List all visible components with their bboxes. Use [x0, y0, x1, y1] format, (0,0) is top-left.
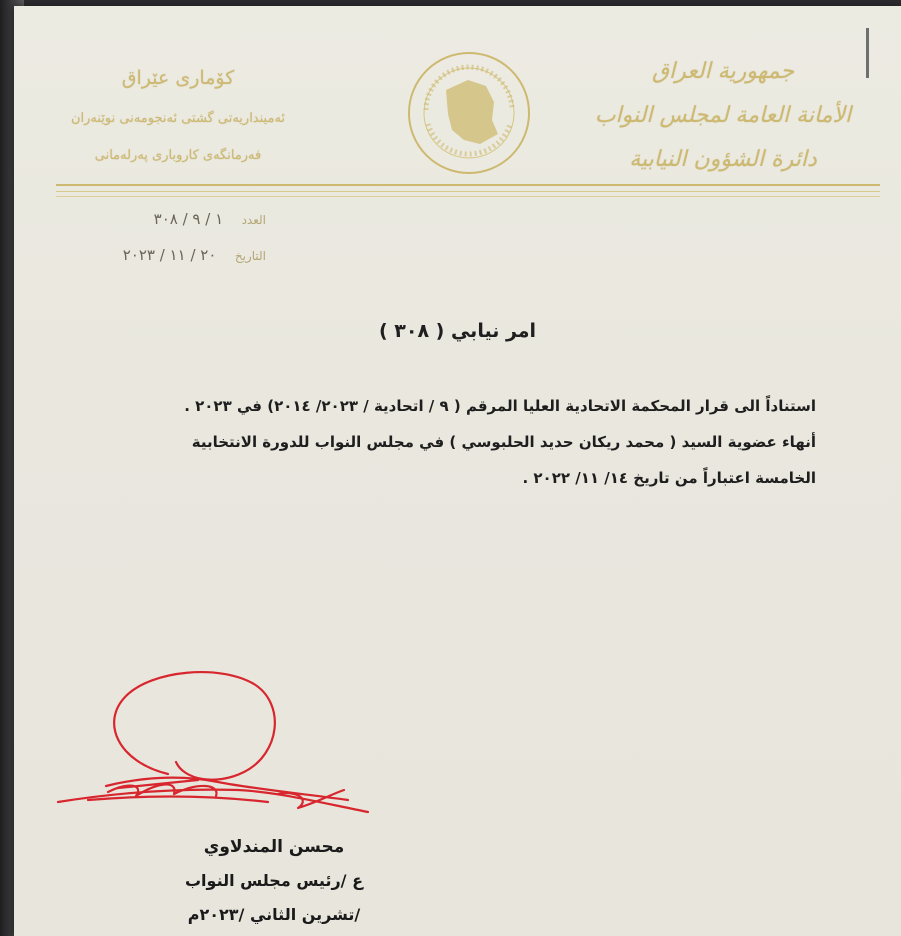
signature-date: /تشرين الثاني /٢٠٢٣م: [187, 905, 361, 924]
date-value: ٢٠ / ١١ / ٢٠٢٣: [122, 246, 217, 264]
reference-date: [86, 246, 266, 264]
letterhead-line: دائرة الشؤون النيابية: [629, 147, 817, 172]
signer-role: ع /رئيس مجلس النواب: [184, 871, 364, 890]
body-line: استناداً الى قرار المحكمة الاتحادية العليا المرقم ( ٩ / اتحادية / ٢٠٢٣/ ٢٠١٤) في ٢٠٢٣ .: [184, 397, 816, 415]
document-body: [106, 388, 816, 496]
signature-block: [164, 830, 384, 932]
kurdish-letterhead: [48, 60, 308, 170]
margin-mark: [866, 28, 869, 78]
letterhead-line: كۆماری عێراق: [121, 67, 235, 89]
body-line: أنهاء عضوية السيد ( محمد ريكان حديد الحلبوسي ) في مجلس النواب للدورة الانتخابية: [191, 433, 816, 451]
signer-name: محسن المندلاوي: [203, 837, 345, 857]
handwritten-signature: [48, 662, 388, 832]
number-label: العدد: [241, 213, 266, 227]
header-divider-thin: [56, 196, 880, 197]
letterhead-line: جمهورية العراق: [651, 59, 795, 84]
letter-page: [14, 6, 901, 936]
arabic-letterhead: [593, 50, 853, 182]
letterhead-line: فەرمانگەی کاروباری پەرلەمانی: [94, 148, 262, 163]
body-line: الخامسة اعتباراً من تاريخ ١٤/ ١١/ ٢٠٢٢ .: [522, 469, 816, 487]
header-divider: [56, 184, 880, 192]
number-value: ١ / ٩ / ٣٠٨: [153, 210, 224, 228]
reference-number: [86, 210, 266, 228]
document-title: امر نيابي ( ٣٠٨ ): [378, 320, 537, 342]
date-label: التاريخ: [234, 249, 266, 263]
letterhead-line: ئەمینداریەتی گشتی ئەنجومەنی نوێنەران: [70, 111, 286, 126]
parliament-seal-icon: [406, 50, 532, 176]
letterhead-line: الأمانة العامة لمجلس النواب: [594, 103, 852, 128]
